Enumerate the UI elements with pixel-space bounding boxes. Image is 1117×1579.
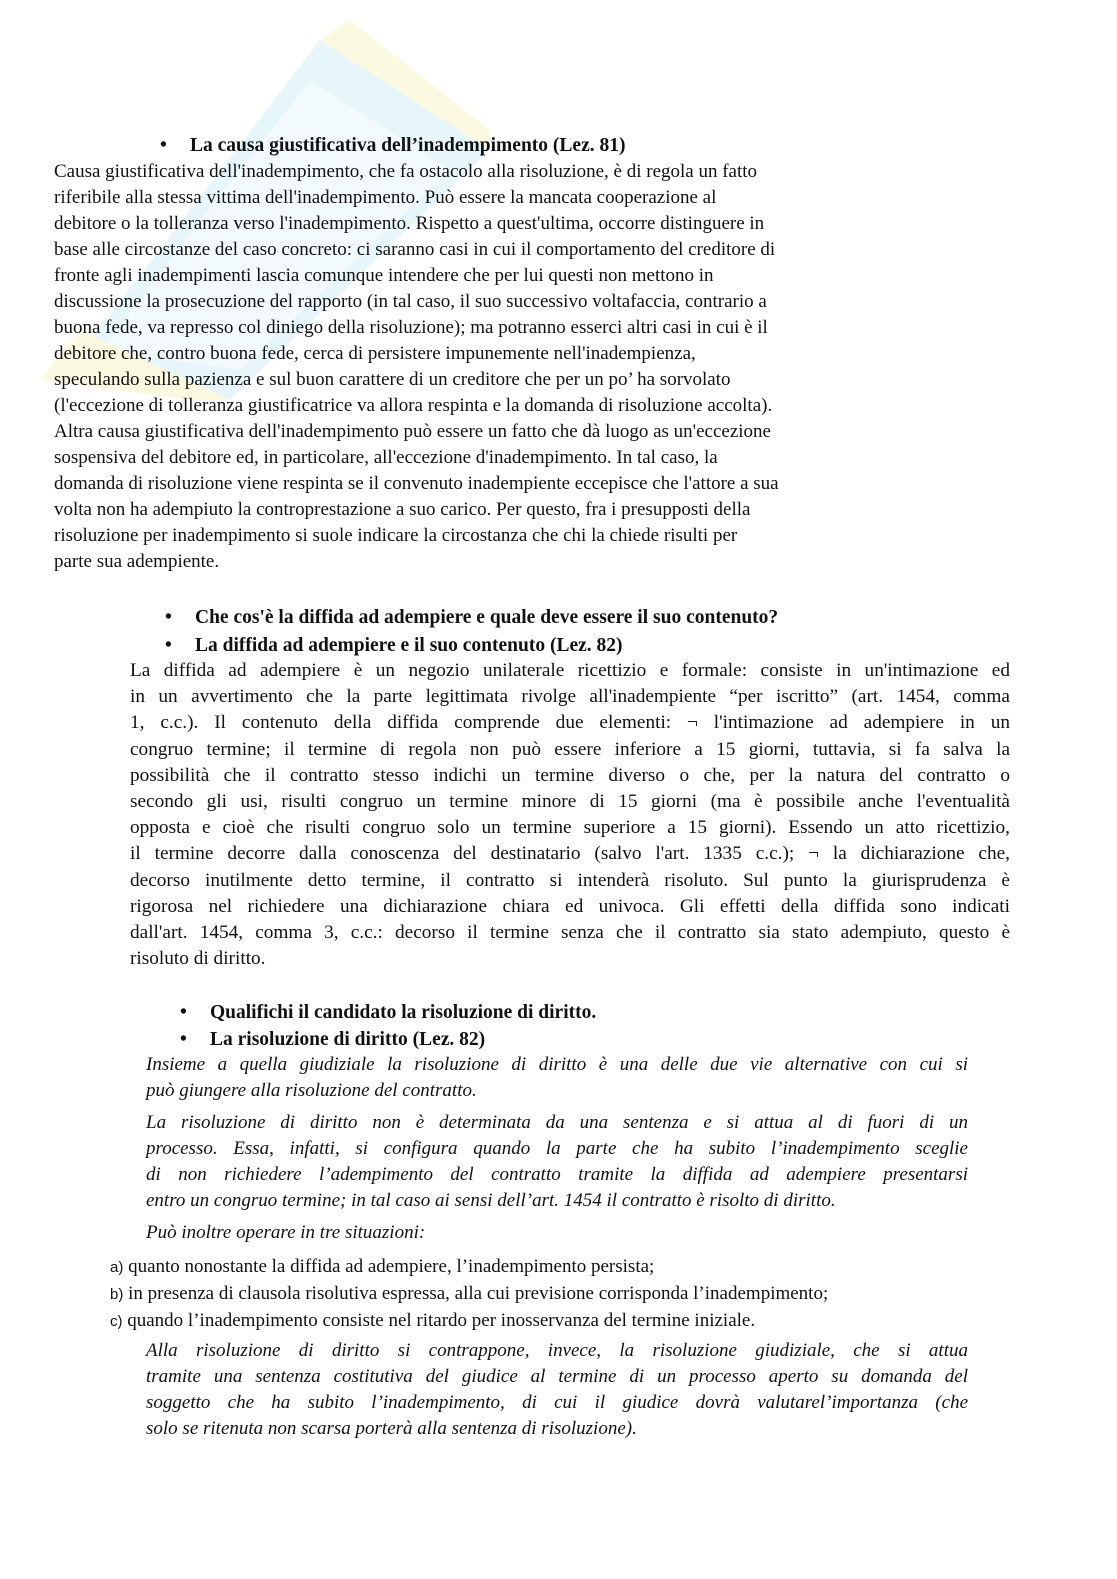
text-line: tramite una sentenza costitutiva del giudice al termine di un processo aperto su domanda del bbox=[146, 1366, 968, 1387]
text-line: rigorosa nel richiedere una dichiarazione chiara ed univoca. Gli effetti della diffida sono indicati bbox=[130, 895, 1010, 917]
list-marker: a) bbox=[110, 1259, 124, 1276]
list-item bbox=[110, 1308, 828, 1335]
text-line: (l'eccezione di tolleranza giustificatrice va allora respinta e la domanda di risoluzione accolta). bbox=[54, 395, 773, 416]
text-line: in un avvertimento che la parte legittimata rivolge all'inadempiente “per iscritto” (art. 1454, comma bbox=[130, 686, 1010, 708]
text-line: debitore o la tolleranza verso l'inadempimento. Rispetto a quest'ultima, occorre distinguere in bbox=[54, 213, 765, 234]
text-line: solo se ritenuta non scarsa porterà alla sentenza di risoluzione). bbox=[146, 1418, 637, 1439]
list-text: in presenza di clausola risolutiva espressa, alla cui previsione corrisponda l’inadempimento; bbox=[123, 1283, 829, 1304]
question-text: Qualifichi il candidato la risoluzione di diritto. bbox=[210, 1002, 597, 1023]
text-line: soggetto che ha subito l’inadempimento, di cui il giudice dovrà valutarel’importanza (che bbox=[146, 1392, 968, 1413]
text-line: La diffida ad adempiere è un negozio unilaterale ricettizio e formale: consiste in un'intimazione ed bbox=[130, 660, 1010, 681]
text-line: può giungere alla risoluzione del contratto. bbox=[146, 1080, 477, 1101]
text-line: domanda di risoluzione viene respinta se il convenuto inadempiente eccepisce che l'attore a sua bbox=[54, 473, 779, 494]
heading-text: La diffida ad adempiere e il suo contenuto (Lez. 82) bbox=[195, 635, 623, 656]
section-3-paragraph-1 bbox=[146, 1052, 968, 1104]
text-line: processo. Essa, infatti, si configura quando la parte che ha subito l’inadempimento sceglie bbox=[146, 1138, 968, 1159]
bullet-icon: • bbox=[165, 635, 172, 656]
text-line: Insieme a quella giudiziale la risoluzione di diritto è una delle due vie alternative con cui si bbox=[146, 1054, 968, 1075]
bullet-icon: • bbox=[180, 1002, 187, 1023]
text-line: di non richiedere l’adempimento del contratto tramite la diffida ad adempiere presentarsi bbox=[146, 1164, 968, 1185]
question-text: Che cos'è la diffida ad adempiere e quale deve essere il suo contenuto? bbox=[195, 607, 779, 628]
section-2-body bbox=[130, 658, 1010, 972]
bullet-icon: • bbox=[160, 135, 167, 156]
paragraph-line: Può inoltre operare in tre situazioni: bbox=[146, 1222, 426, 1243]
text-line: speculando sulla pazienza e sul buon carattere di un creditore che per un po’ ha sorvolato bbox=[54, 369, 731, 390]
text-line: volta non ha adempiuto la controprestazione a suo carico. Per questo, fra i presupposti della bbox=[54, 499, 751, 520]
text-line: il termine decorre dalla conoscenza del destinatario (salvo l'art. 1335 c.c.); ¬ la dichiarazione che, bbox=[130, 843, 1010, 865]
bullet-icon: • bbox=[180, 1029, 187, 1050]
list-text: quanto nonostante la diffida ad adempiere, l’inadempimento persista; bbox=[123, 1256, 655, 1277]
text-line: possibilità che il contratto stesso indichi un termine diverso o che, per la natura del contratto o bbox=[130, 764, 1010, 786]
section-3-question bbox=[180, 1000, 596, 1026]
section-1-heading bbox=[160, 133, 625, 159]
text-line: congruo termine; il termine di regola non può essere inferiore a 15 giorni, tuttavia, si fa salva la bbox=[130, 738, 1010, 760]
section-1-body bbox=[54, 159, 934, 575]
text-line: risoluto di diritto. bbox=[130, 948, 266, 970]
text-line: debitore che, contro buona fede, cerca di persistere impunemente nell'inadempienza, bbox=[54, 343, 696, 364]
section-3-paragraph-4 bbox=[146, 1338, 968, 1442]
list-item bbox=[110, 1254, 828, 1281]
text-line: Alla risoluzione di diritto si contrappone, invece, la risoluzione giudiziale, che si attua bbox=[146, 1340, 968, 1361]
list-marker: b) bbox=[110, 1286, 124, 1303]
section-3-paragraph-2 bbox=[146, 1110, 968, 1214]
heading-text: La causa giustificativa dell’inadempimento (Lez. 81) bbox=[190, 135, 626, 156]
text-line: decorso inutilmente detto termine, il contratto si intenderà risoluto. Sul punto la giurisprudenza è bbox=[130, 869, 1010, 891]
text-line: riferibile alla stessa vittima dell'inadempimento. Può essere la mancata cooperazione al bbox=[54, 187, 717, 208]
text-line: Causa giustificativa dell'inadempimento, che fa ostacolo alla risoluzione, è di regola un fatto bbox=[54, 161, 758, 182]
text-line: secondo gli usi, risulti congruo un termine minore di 15 giorni (ma è possibile anche l'eventualità bbox=[130, 791, 1010, 813]
text-line: dall'art. 1454, comma 3, c.c.: decorso il termine senza che il contratto sia stato adempiuto, questo è bbox=[130, 922, 1010, 944]
section-3-paragraph-3 bbox=[146, 1220, 968, 1246]
text-line: entro un congruo termine; in tal caso ai sensi dell’art. 1454 il contratto è risolto di diritto. bbox=[146, 1190, 836, 1211]
text-line: buona fede, va represso col diniego della risoluzione); ma potranno esserci altri casi in cui è il bbox=[54, 317, 768, 338]
text-line: 1, c.c.). Il contenuto della diffida comprende due elementi: ¬ l'intimazione ad adempiere in un bbox=[130, 712, 1010, 734]
text-line: sospensiva del debitore ed, in particolare, all'eccezione d'inadempimento. In tal caso, la bbox=[54, 447, 718, 468]
text-line: opposta e cioè che risulti congruo solo un termine superiore a 15 giorni). Essendo un atto ricettizio, bbox=[130, 817, 1010, 839]
text-line: risoluzione per inadempimento si suole indicare la circostanza che chi la chiede risulti per bbox=[54, 525, 738, 546]
text-line: Altra causa giustificativa dell'inadempimento può essere un fatto che dà luogo as un'eccezione bbox=[54, 421, 771, 442]
heading-text: La risoluzione di diritto (Lez. 82) bbox=[210, 1029, 486, 1050]
text-line: parte sua adempiente. bbox=[54, 551, 220, 572]
list-item bbox=[110, 1281, 828, 1308]
text-line: base alle circostanze del caso concreto: ci saranno casi in cui il comportamento del creditore di bbox=[54, 239, 776, 260]
list-marker: c) bbox=[110, 1313, 123, 1330]
text-line: discussione la prosecuzione del rapporto (in tal caso, il suo successivo voltafaccia, contrario a bbox=[54, 291, 767, 312]
situations-list bbox=[110, 1254, 828, 1335]
section-2-heading bbox=[165, 633, 623, 659]
section-3-heading bbox=[180, 1027, 485, 1053]
bullet-icon: • bbox=[165, 607, 172, 628]
section-2-question bbox=[165, 605, 778, 631]
text-line: La risoluzione di diritto non è determinata da una sentenza e si attua al di fuori di un bbox=[146, 1112, 968, 1133]
text-line: fronte agli inadempimenti lascia comunque intendere che per lui questi non mettono in bbox=[54, 265, 714, 286]
list-text: quando l’inadempimento consiste nel ritardo per inosservanza del termine iniziale. bbox=[122, 1310, 756, 1331]
